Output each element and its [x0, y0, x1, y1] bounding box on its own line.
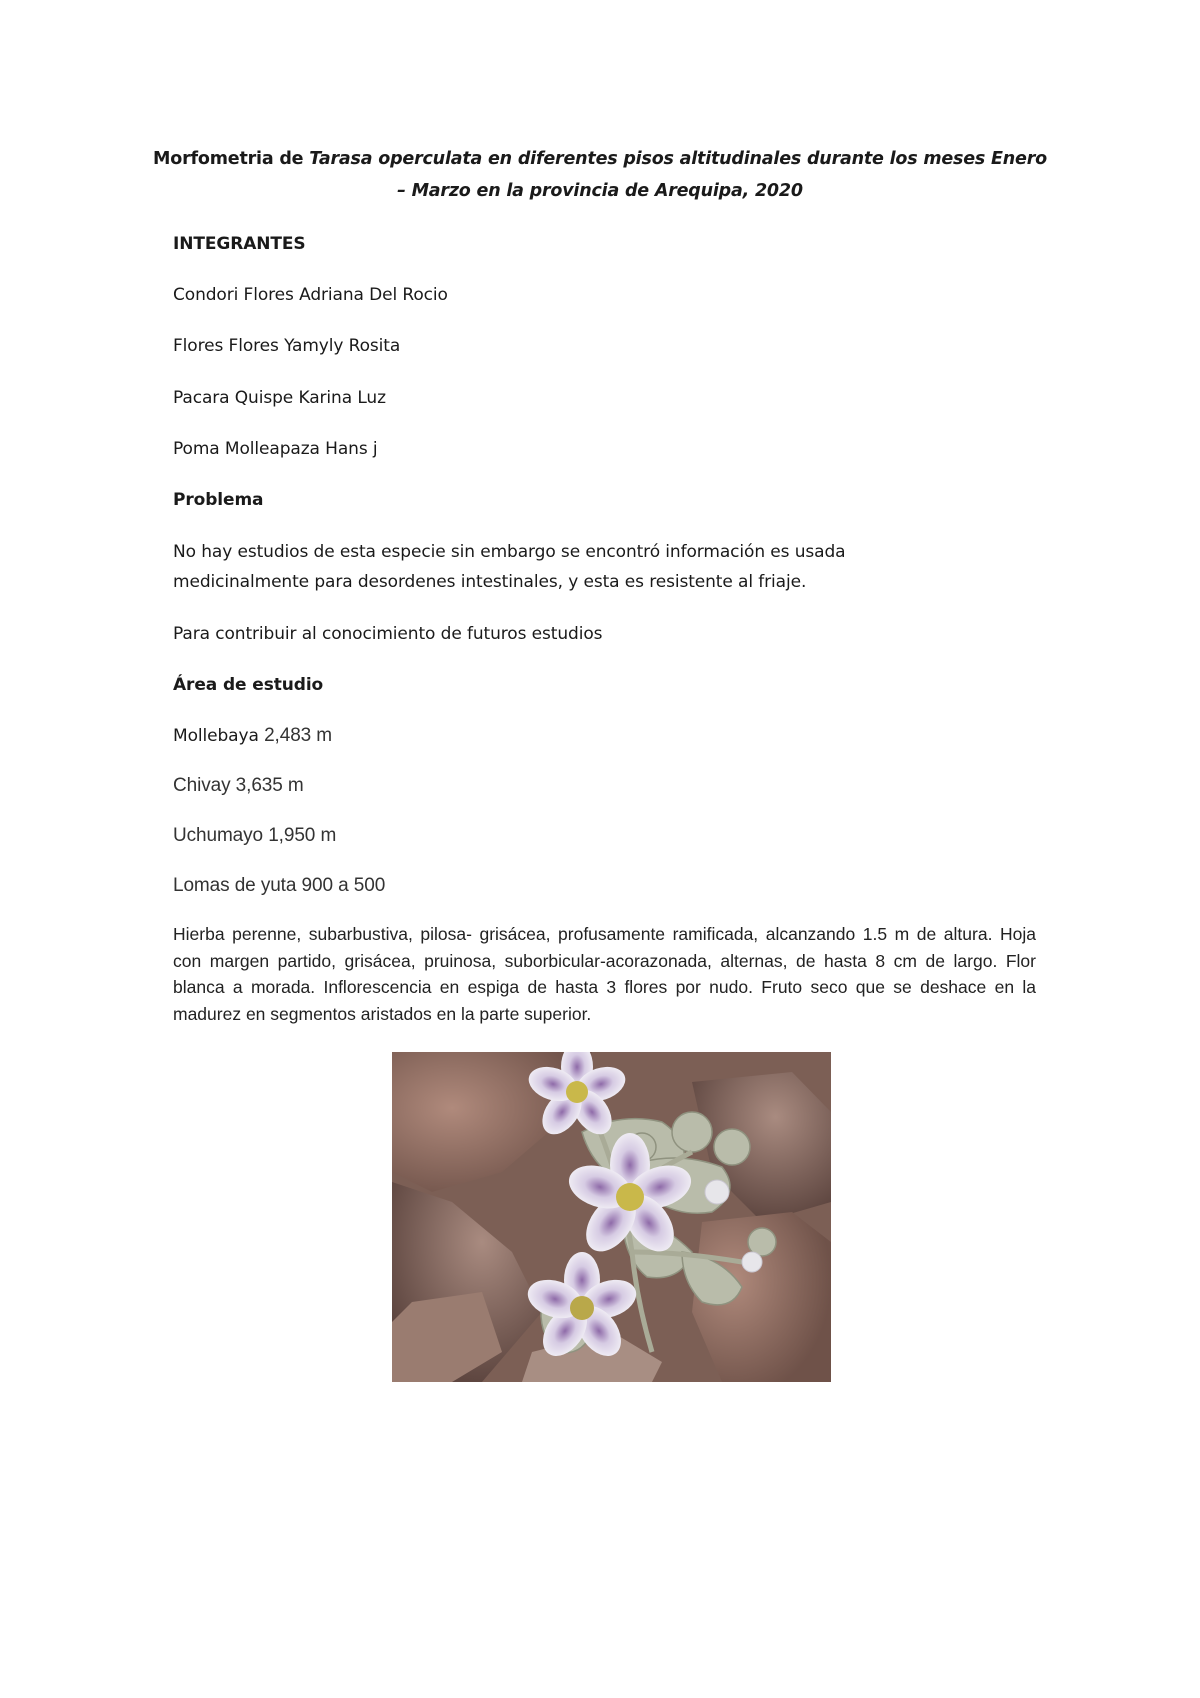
problem-heading: Problema	[173, 490, 264, 510]
site-item	[173, 821, 336, 851]
site-altitude: 2,483 m	[264, 725, 333, 746]
title-line-2-text: – Marzo en la provincia de Arequipa, 2020	[397, 181, 803, 201]
member-name: Flores Flores Yamyly Rosita	[173, 336, 401, 356]
title-part-2: en diferentes pisos altitudinales durante los meses Enero	[482, 149, 1047, 169]
title-species: Tarasa operculata	[309, 149, 483, 169]
site-name: Mollebaya	[173, 726, 259, 746]
site-altitude: 3,635 m	[235, 775, 304, 796]
problem-text-line-1: No hay estudios de esta especie sin embargo se encontró información es usada	[173, 542, 846, 562]
site-altitude: 1,950 m	[268, 825, 337, 846]
title-part-1: Morfometria de	[153, 149, 310, 169]
document-title	[150, 143, 1050, 207]
title-line-2	[150, 175, 1050, 207]
title-line-1	[150, 143, 1050, 175]
plant-photo-illustration	[392, 1052, 831, 1382]
member-name: Poma Molleapaza Hans j	[173, 439, 378, 459]
member-name: Condori Flores Adriana Del Rocio	[173, 285, 448, 305]
site-name: Chivay	[173, 775, 231, 796]
members-heading: INTEGRANTES	[173, 234, 306, 254]
member-name: Pacara Quispe Karina Luz	[173, 388, 386, 408]
purpose-text: Para contribuir al conocimiento de futuros estudios	[173, 624, 603, 644]
site-altitude: 900 a 500	[301, 875, 386, 896]
site-item	[173, 771, 304, 801]
site-name: Uchumayo	[173, 825, 264, 846]
plant-photo	[392, 1052, 831, 1382]
species-description: Hierba perenne, subarbustiva, pilosa- grisácea, profusamente ramificada, alcanzando 1.5 m de altura. Hoja con margen partido, grisácea, pruinosa, suborbicular-acorazonada, alternas, de hasta 8 cm de largo. Flor blanca a morada. Inflorescencia en espiga de hasta 3 flores por nudo. Fruto seco que se deshace en la madurez en segmentos aristados en la parte superior.	[173, 924, 1036, 1024]
site-name: Lomas de yuta	[173, 875, 297, 896]
study-area-heading: Área de estudio	[173, 675, 324, 695]
site-item	[173, 871, 385, 901]
site-item	[173, 721, 332, 751]
problem-text-line-2: medicinalmente para desordenes intestinales, y esta es resistente al friaje.	[173, 572, 807, 592]
